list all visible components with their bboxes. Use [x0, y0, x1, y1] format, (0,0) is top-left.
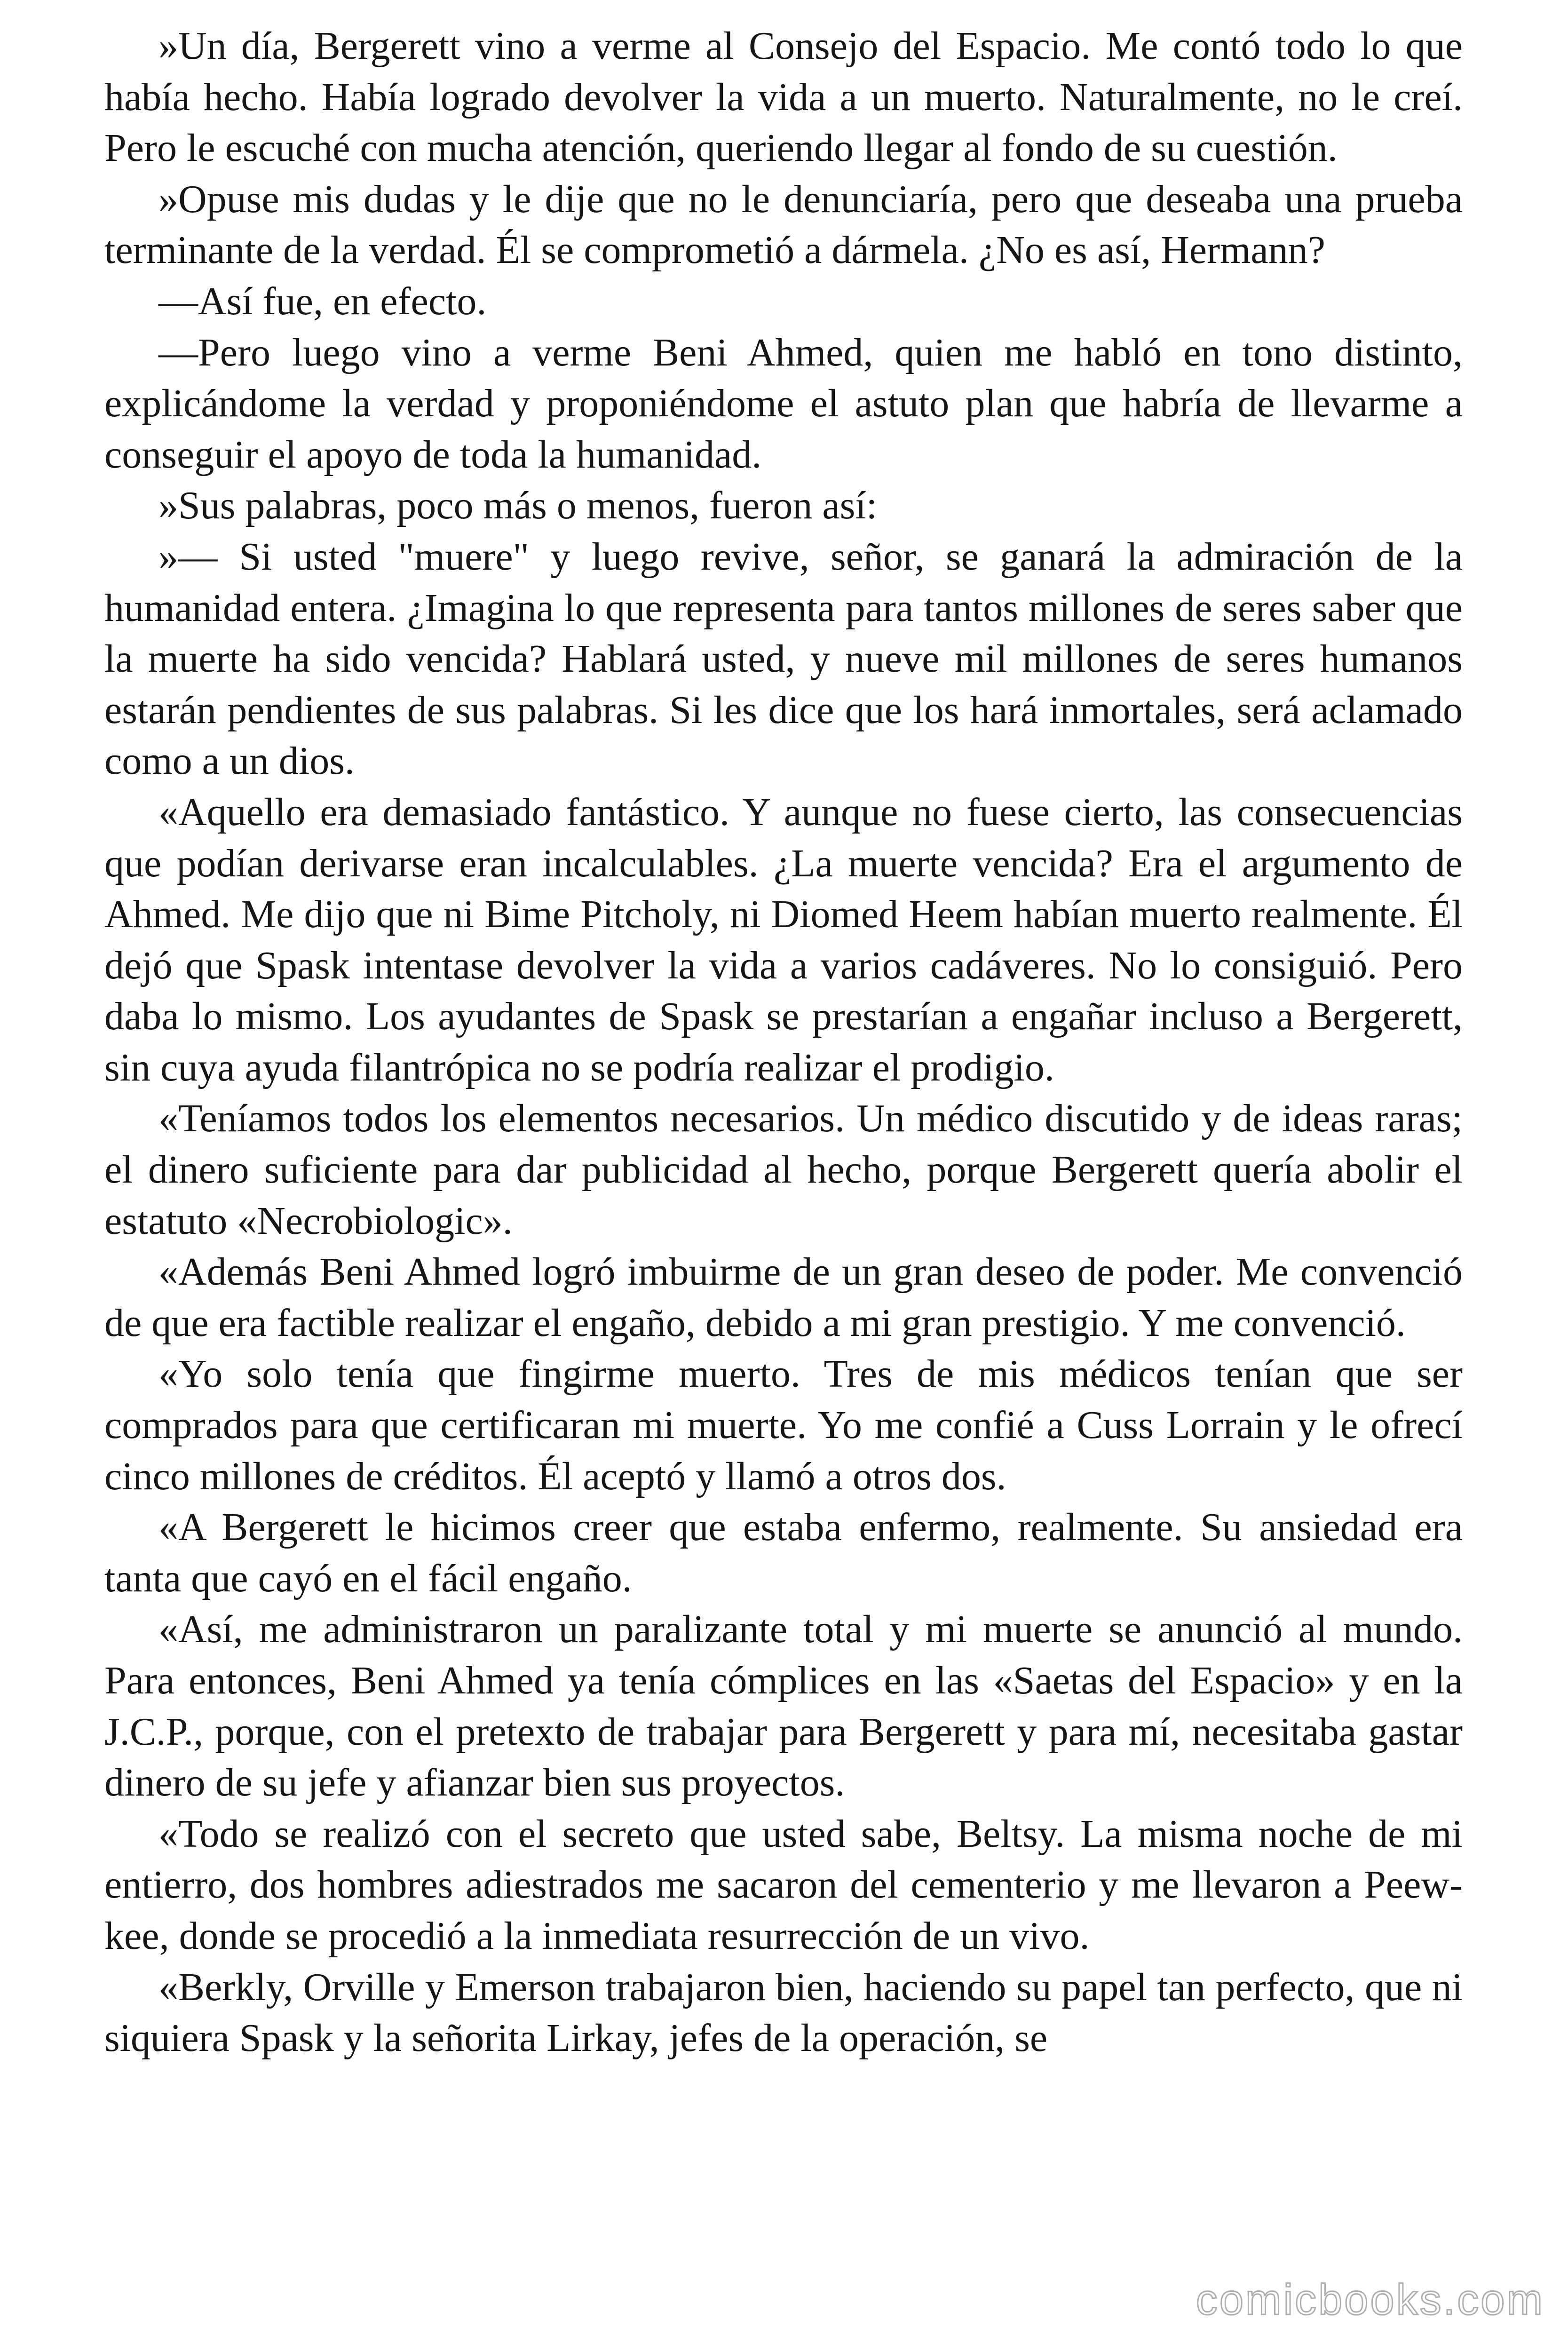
paragraph: »Opuse mis dudas y le dije que no le denunciaría, pero que deseaba una prueba terminante de la verdad. Él se comprometió a dármela. ¿No es así, Hermann? — [104, 177, 1463, 272]
paragraph: »Un día, Bergerett vino a verme al Consejo del Espacio. Me contó todo lo que había hecho. Había logrado devolver la vida a un muerto. Naturalmente, no le creí. Pero le escuché con mucha atención, queriendo llegar al fondo de su cuestión. — [104, 24, 1463, 170]
paragraph: —Pero luego vino a verme Beni Ahmed, quien me habló en tono distinto, explicándome la verdad y proponiéndome el astuto plan que habría de llevarme a conseguir el apoyo de toda la humanidad. — [104, 330, 1463, 477]
book-page — [104, 21, 1463, 2316]
paragraph: «Teníamos todos los elementos necesarios. Un médico discutido y de ideas raras; el dinero suficiente para dar publicidad al hecho, porque Bergerett quería abolir el estatuto «Necrobiologic». — [104, 1097, 1463, 1243]
paragraph: «Además Beni Ahmed logró imbuirme de un gran deseo de poder. Me convenció de que era factible realizar el engaño, debido a mi gran prestigio. Y me convenció. — [104, 1250, 1463, 1345]
paragraph: «Yo solo tenía que fingirme muerto. Tres de mis médicos tenían que ser comprados para que certificaran mi muerte. Yo me confié a Cuss Lorrain y le ofrecí cinco millones de créditos. Él aceptó y llamó a otros dos. — [104, 1352, 1463, 1498]
paragraph: —Así fue, en efecto. — [158, 279, 487, 323]
paragraph: «Todo se realizó con el secreto que usted sabe, Beltsy. La misma noche de mi entierro, dos hombres adiestrados me sacaron del cementerio y me llevaron a Peew-kee, donde se procedió a la inmediata resurrección de un vivo. — [104, 1812, 1463, 1958]
watermark: comicbooks.com — [1196, 2276, 1544, 2324]
paragraph: »Sus palabras, poco más o menos, fueron así: — [158, 484, 878, 528]
paragraph: «A Bergerett le hicimos creer que estaba enfermo, realmente. Su ansiedad era tanta que cayó en el fácil engaño. — [104, 1505, 1463, 1600]
paragraph: «Así, me administraron un paralizante total y mi muerte se anunció al mundo. Para entonces, Beni Ahmed ya tenía cómplices en las «Saetas del Espacio» y en la J.C.P., porque, con el pretexto de trabajar para Bergerett y para mí, necesitaba gastar dinero de su jefe y afianzar bien sus proyectos. — [104, 1607, 1463, 1805]
paragraph: »— Si usted "muere" y luego revive, señor, se ganará la admiración de la humanidad entera. ¿Imagina lo que representa para tantos millones de seres saber que la muerte ha sido vencida? Hablará usted, y nueve mil millones de seres humanos estarán pendientes de sus palabras. Si les dice que los hará inmortales, será aclamado como a un dios. — [104, 534, 1463, 783]
paragraph: «Berkly, Orville y Emerson trabajaron bien, haciendo su papel tan perfecto, que ni siquiera Spask y la señorita Lirkay, jefes de la operación, se — [104, 1965, 1463, 2060]
paragraph: «Aquello era demasiado fantástico. Y aunque no fuese cierto, las consecuencias que podían derivarse eran incalculables. ¿La muerte vencida? Era el argumento de Ahmed. Me dijo que ni Bime Pitcholy, ni Diomed Heem habían muerto realmente. Él dejó que Spask intentase devolver la vida a varios cadáveres. No lo consiguió. Pero daba lo mismo. Los ayudantes de Spask se prestarían a engañar incluso a Bergerett, sin cuya ayuda filantrópica no se podría realizar el prodigio. — [104, 790, 1463, 1089]
